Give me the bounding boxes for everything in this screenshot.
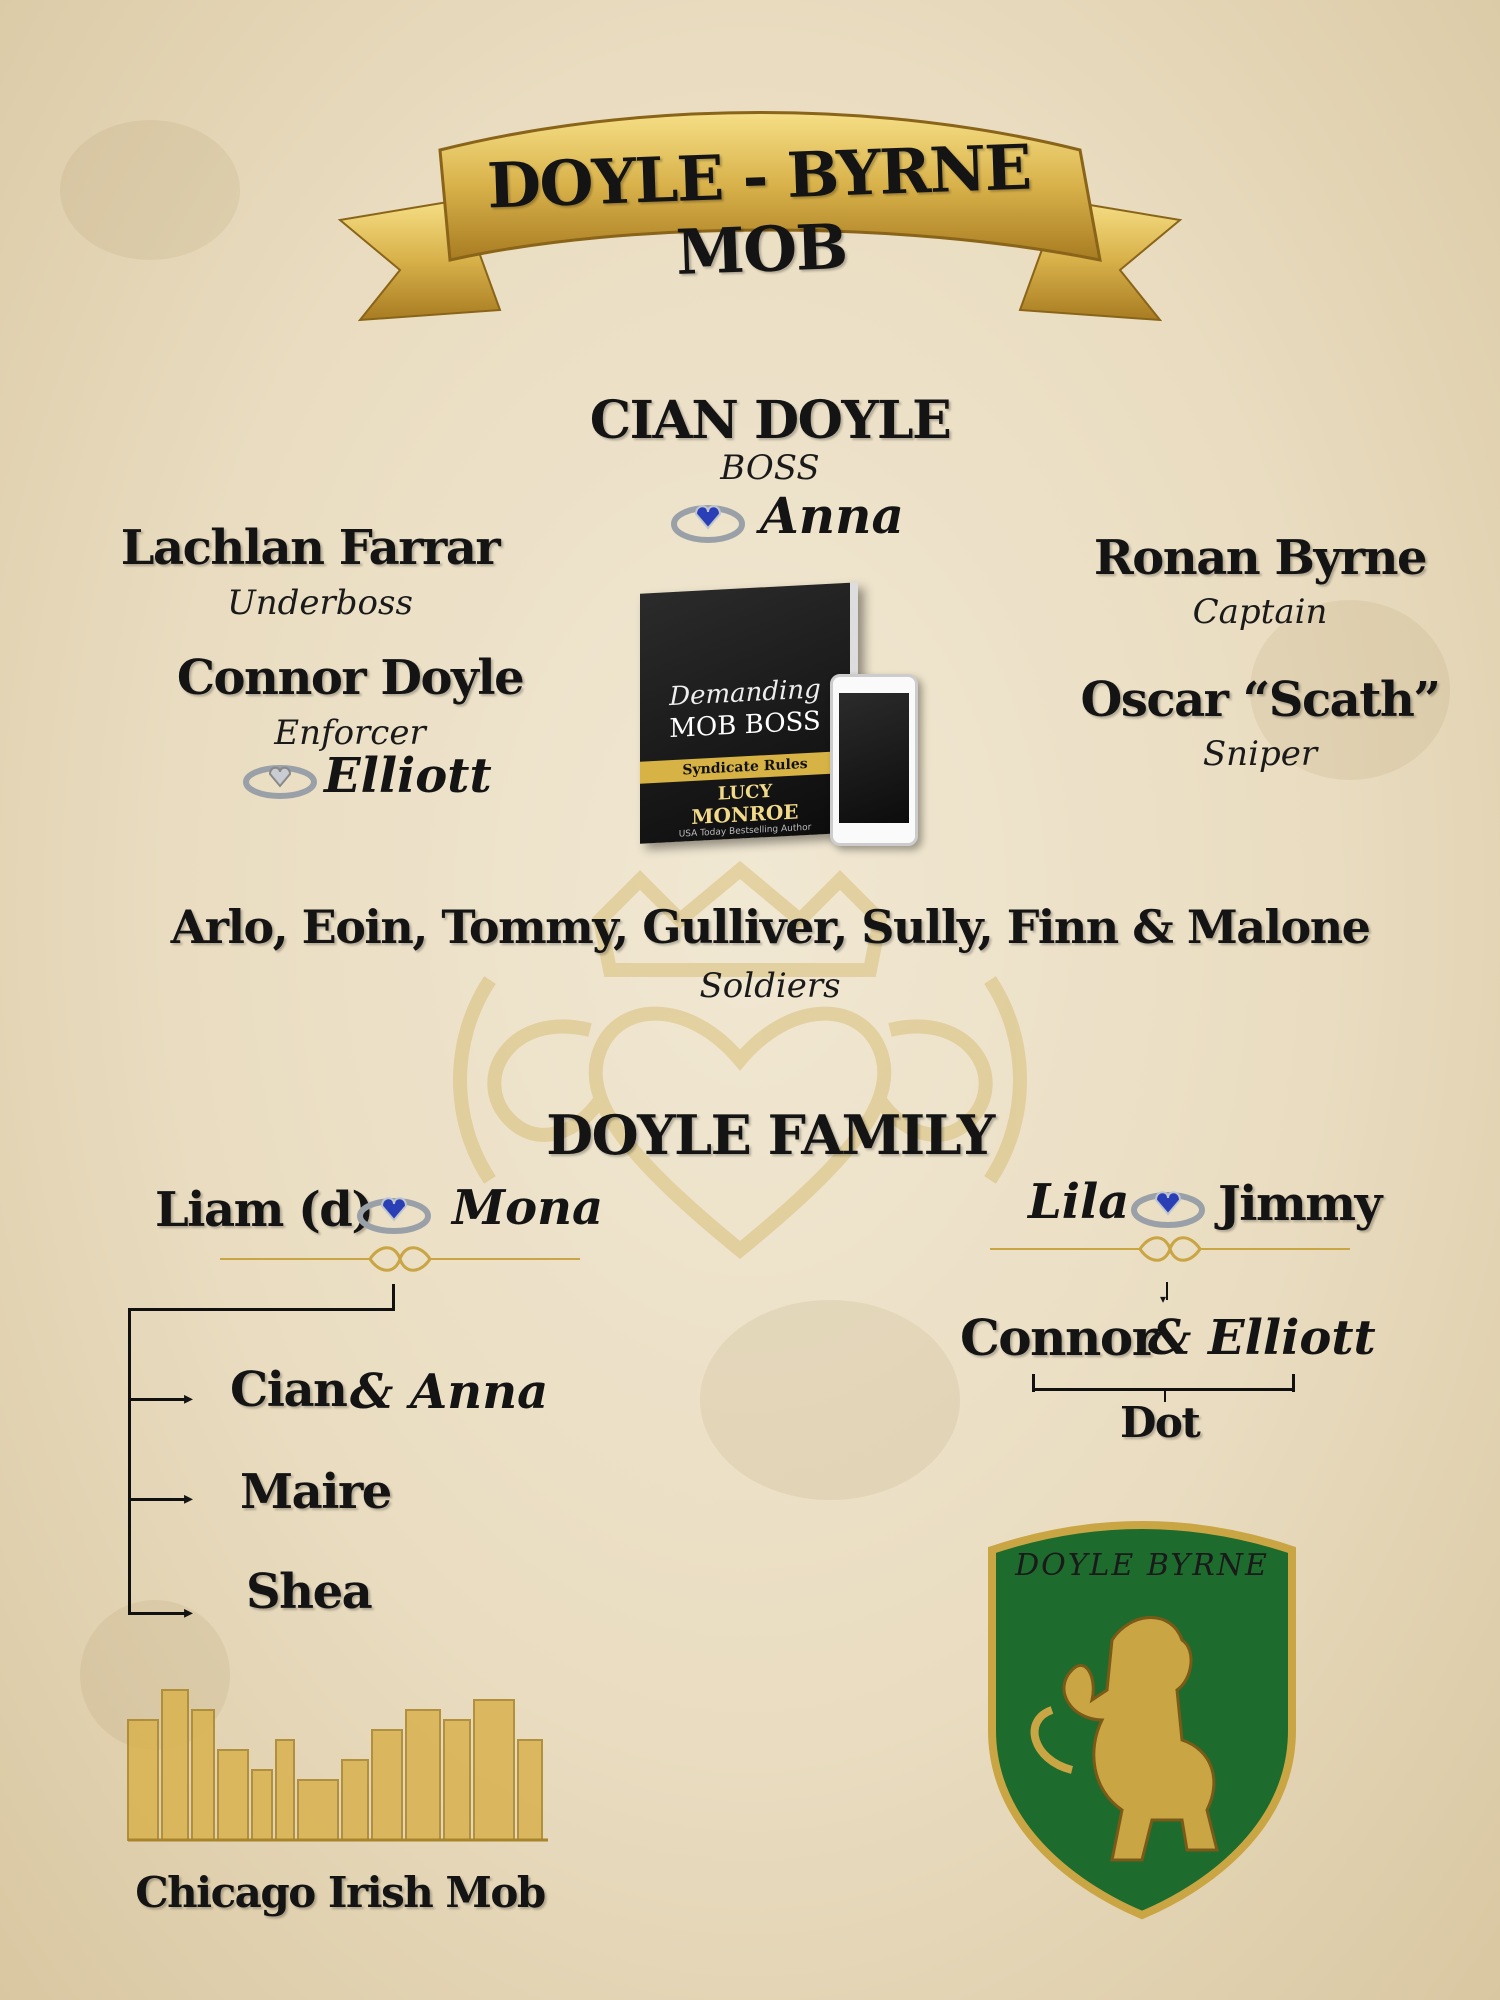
book-author-last: MONROE — [691, 799, 799, 830]
enforcer-name: Connor Doyle — [176, 650, 524, 706]
arrow-icon: ▸ — [184, 1388, 194, 1409]
enforcer-spouse: Elliott — [324, 748, 492, 804]
book-title-script: Demanding — [669, 674, 821, 713]
liam-name: Liam (d) — [155, 1182, 373, 1238]
sniper-role: Sniper — [1202, 734, 1318, 774]
child-name: Shea — [246, 1564, 372, 1620]
ring-icon — [668, 494, 748, 550]
child-name: Cian — [230, 1362, 347, 1418]
book-tagline: USA Today Bestselling Author — [678, 822, 812, 840]
lila-name: Lila — [1028, 1174, 1130, 1230]
family-title: DOYLE FAMILY — [546, 1103, 994, 1167]
underboss-role: Underboss — [227, 583, 413, 623]
boss-role: BOSS — [720, 448, 820, 488]
enforcer-role: Enforcer — [274, 713, 426, 753]
book-title-main: MOB BOSS — [669, 706, 821, 745]
arrow-icon: ▸ — [184, 1488, 194, 1509]
arrow-down-icon: ▾ — [1160, 1292, 1167, 1306]
connor-name: Connor — [960, 1308, 1157, 1367]
boss-name: CIAN DOYLE — [589, 390, 951, 451]
grandchild-name: Dot — [1120, 1398, 1200, 1447]
mona-name: Mona — [452, 1180, 604, 1236]
captain-name: Ronan Byrne — [1093, 530, 1427, 586]
crest-text: DOYLE BYRNE — [1015, 1548, 1269, 1583]
phone-mockup — [830, 674, 918, 846]
captain-role: Captain — [1192, 592, 1328, 632]
book-author-first: LUCY — [717, 780, 773, 805]
arrow-icon: ▸ — [184, 1602, 194, 1623]
child-name: Maire — [240, 1464, 391, 1520]
ornament-divider — [990, 1234, 1350, 1264]
skyline-caption: Chicago Irish Mob — [135, 1868, 545, 1917]
book-series: Syndicate Rules — [640, 751, 850, 784]
child-spouse: & Anna — [350, 1364, 549, 1420]
sniper-name: Oscar “Scath” — [1080, 672, 1440, 728]
claddagh-ring-icon — [240, 758, 320, 802]
soldiers-names: Arlo, Eoin, Tommy, Gulliver, Sully, Finn & Malone — [170, 900, 1370, 954]
book-cover — [640, 582, 858, 843]
ring-icon — [354, 1188, 434, 1240]
banner-title: DOYLE - BYRNE MOB — [485, 130, 1032, 289]
ornament-divider — [220, 1244, 580, 1274]
chicago-skyline-icon — [128, 1680, 548, 1850]
boss-spouse: Anna — [760, 486, 904, 545]
ring-icon — [1128, 1182, 1208, 1234]
underboss-name: Lachlan Farrar — [120, 520, 500, 576]
soldiers-role: Soldiers — [699, 966, 841, 1006]
connor-spouse: & Elliott — [1148, 1310, 1376, 1366]
jimmy-name: Jimmy — [1218, 1176, 1381, 1232]
